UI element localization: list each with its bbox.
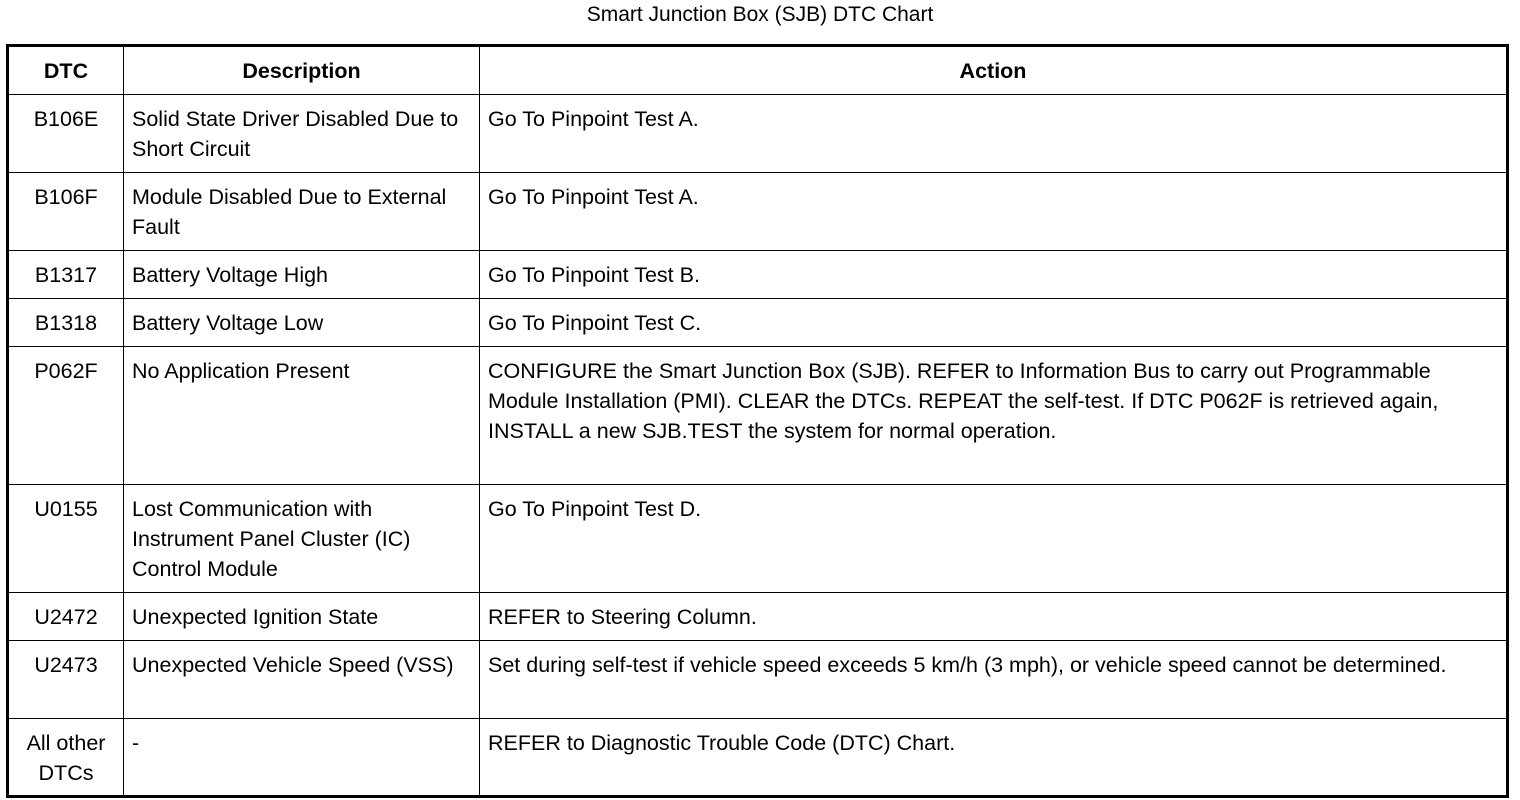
table-row: [8, 593, 1508, 641]
action-cell: Go To Pinpoint Test A.: [480, 173, 1508, 251]
dtc-code-cell: B106F: [8, 173, 124, 251]
table-row: [8, 347, 1508, 485]
dtc-code-cell: B106E: [8, 95, 124, 173]
table-row: [8, 641, 1508, 719]
dtc-code-cell: U2473: [8, 641, 124, 719]
table-row: [8, 95, 1508, 173]
description-cell: Lost Communication with Instrument Panel Cluster (IC) Control Module: [124, 485, 480, 593]
description-cell: Battery Voltage Low: [124, 299, 480, 347]
action-cell: REFER to Diagnostic Trouble Code (DTC) Chart.: [480, 719, 1508, 797]
description-cell: No Application Present: [124, 347, 480, 485]
dtc-table: [6, 44, 1509, 798]
table-row: [8, 719, 1508, 797]
column-header-action: Action: [480, 46, 1508, 95]
dtc-code-cell: B1317: [8, 251, 124, 299]
action-cell: Go To Pinpoint Test B.: [480, 251, 1508, 299]
description-cell: Unexpected Ignition State: [124, 593, 480, 641]
column-header-dtc: DTC: [8, 46, 124, 95]
action-cell: REFER to Steering Column.: [480, 593, 1508, 641]
column-header-description: Description: [124, 46, 480, 95]
action-cell: Go To Pinpoint Test D.: [480, 485, 1508, 593]
table-row: [8, 485, 1508, 593]
description-cell: -: [124, 719, 480, 797]
description-cell: Battery Voltage High: [124, 251, 480, 299]
table-header-row: [8, 46, 1508, 95]
dtc-code-cell: U2472: [8, 593, 124, 641]
description-cell: Unexpected Vehicle Speed (VSS): [124, 641, 480, 719]
action-cell: Go To Pinpoint Test C.: [480, 299, 1508, 347]
table-row: [8, 299, 1508, 347]
description-cell: Solid State Driver Disabled Due to Short Circuit: [124, 95, 480, 173]
description-cell: Module Disabled Due to External Fault: [124, 173, 480, 251]
action-cell: Go To Pinpoint Test A.: [480, 95, 1508, 173]
dtc-code-cell: P062F: [8, 347, 124, 485]
dtc-code-cell: U0155: [8, 485, 124, 593]
action-cell: CONFIGURE the Smart Junction Box (SJB). REFER to Information Bus to carry out Programmable Module Installation (PMI). CLEAR the DTCs. REPEAT the self-test. If DTC P062F is retrieved again, INSTALL a new SJB.TEST the system for normal operation.: [480, 347, 1508, 485]
dtc-code-cell: All other DTCs: [8, 719, 124, 797]
table-row: [8, 251, 1508, 299]
chart-title: Smart Junction Box (SJB) DTC Chart: [586, 3, 934, 26]
action-cell: Set during self-test if vehicle speed exceeds 5 km/h (3 mph), or vehicle speed cannot be determined.: [480, 641, 1508, 719]
table-row: [8, 173, 1508, 251]
dtc-code-cell: B1318: [8, 299, 124, 347]
